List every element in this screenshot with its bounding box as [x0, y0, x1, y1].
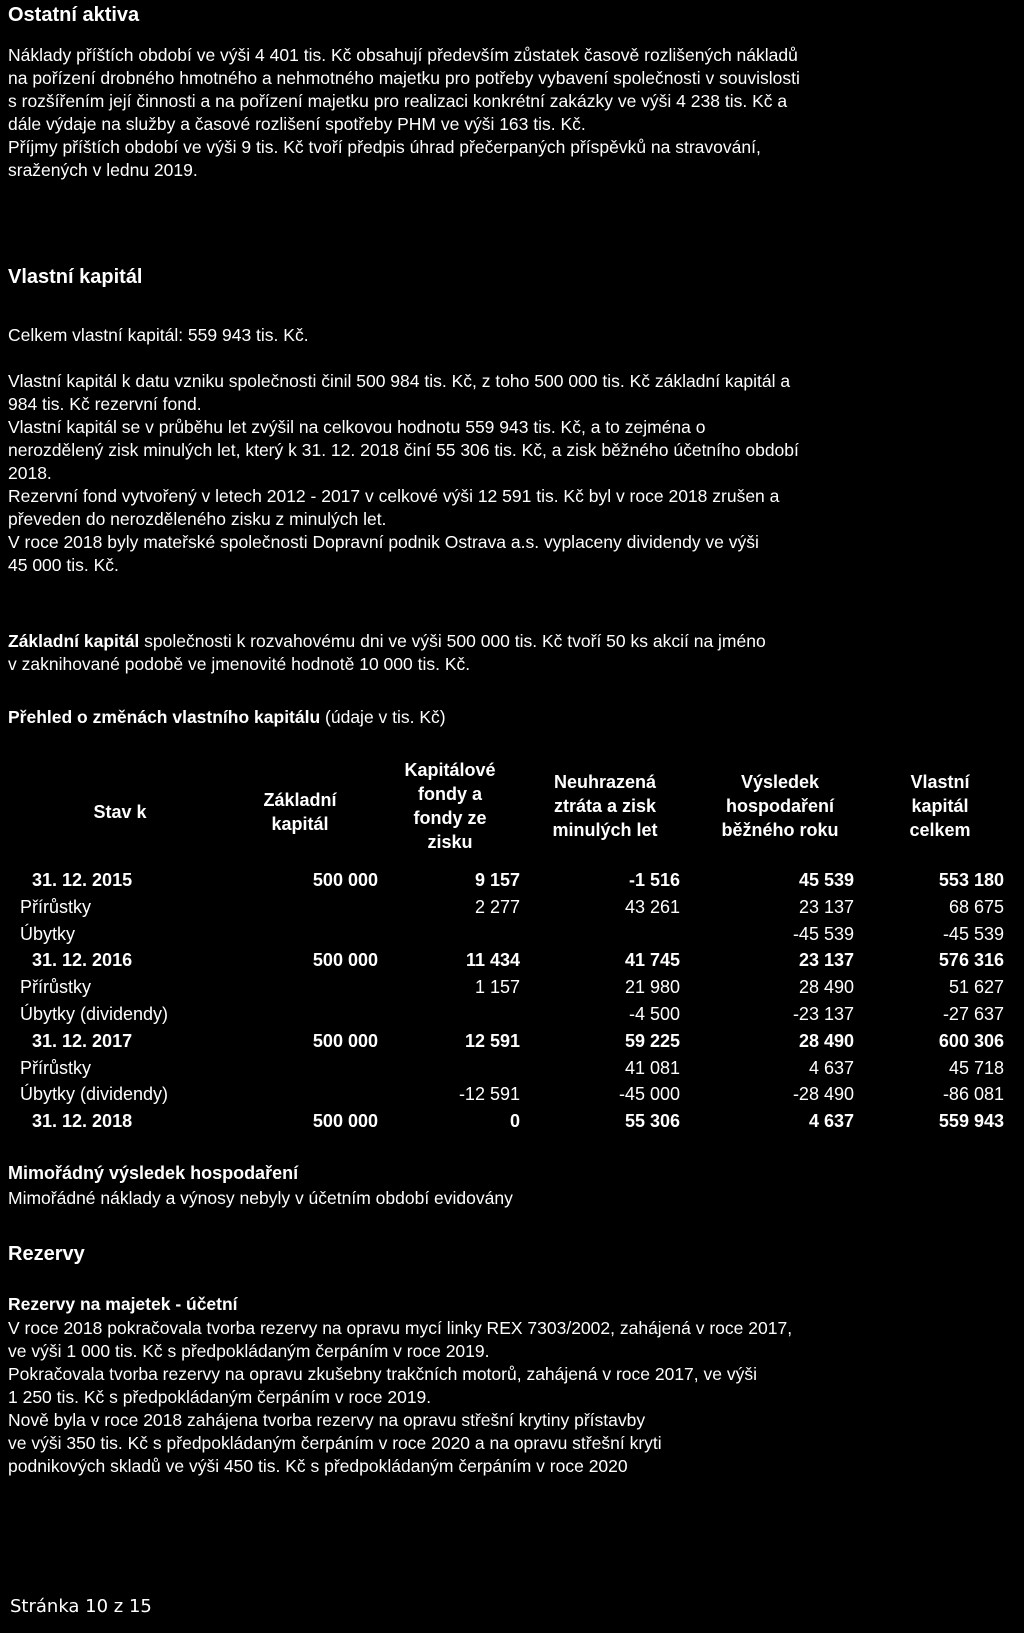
cell-c1: 500 000: [312, 1030, 378, 1051]
cell-c3: -1 516: [628, 870, 680, 890]
rezervy-text: [8, 1317, 1024, 1478]
subheading-rezervy-majetek: Rezervy na majetek - účetní: [8, 1294, 238, 1314]
table-row: [0, 977, 1024, 1004]
paragraph-line: 1 250 tis. Kč s předpokládaným čerpáním v roce 2019.: [8, 1387, 432, 1407]
paragraph-line: Nově byla v roce 2018 zahájena tvorba rezervy na opravu střešní krytiny přístavby: [8, 1410, 646, 1430]
cell-c2: -12 591: [458, 1084, 520, 1105]
paragraph-line: dále výdaje na služby a časové rozlišení spotřeby PHM ve výši 163 tis. Kč.: [8, 114, 586, 134]
prehled-heading-bold: Přehled o změnách vlastního kapitálu: [8, 707, 321, 727]
cell-c4: 28 490: [798, 1030, 854, 1051]
zakladni-kapital-bold: Základní kapitál: [8, 631, 140, 651]
cell-c4: -28 490: [792, 1084, 854, 1105]
paragraph-line: s rozšířením její činnosti a na pořízení majetku pro realizaci konkrétní zakázky ve výši 4 238 tis. Kč a: [8, 91, 788, 111]
cell-c4: 4 637: [808, 1057, 854, 1078]
cell-c2: 12 591: [464, 1030, 520, 1051]
cell-c1: 500 000: [312, 870, 378, 890]
cell-c4: -23 137: [792, 1004, 854, 1024]
paragraph-line: převeden do nerozděleného zisku z minulých let.: [8, 509, 387, 529]
page-number: Stránka 10 z 15: [10, 1596, 152, 1617]
cell-c2: 1 157: [474, 977, 520, 998]
cell-c3: 21 980: [624, 977, 680, 998]
mimoradny-text: Mimořádné náklady a výnosy nebyly v účetním období evidovány: [8, 1188, 513, 1208]
paragraph-line: v zaknihované podobě ve jmenovité hodnotě 10 000 tis. Kč.: [8, 654, 471, 674]
heading-vlastni-kapital: Vlastní kapitál: [8, 266, 143, 288]
cell-c5: 600 306: [938, 1030, 1004, 1051]
cell-c5: -45 539: [942, 923, 1004, 944]
table-row: [0, 950, 1024, 977]
cell-c3: 43 261: [624, 896, 680, 917]
cell-c3: -45 000: [618, 1084, 680, 1105]
row-label: Přírůstky: [20, 896, 92, 917]
cell-c4: 23 137: [798, 896, 854, 917]
cell-c5: -86 081: [942, 1084, 1004, 1105]
paragraph-line: Vlastní kapitál se v průběhu let zvýšil na celkovou hodnotu 559 943 tis. Kč, a to zejména o: [8, 417, 706, 437]
paragraph-line: Náklady příštích období ve výši 4 401 tis. Kč obsahují především zůstatek časově rozlišených nákladů: [8, 45, 798, 65]
paragraph-line: Pokračovala tvorba rezervy na opravu zkušebny trakčních motorů, zahájená v roce 2017, ve výši: [8, 1364, 757, 1384]
table-row: [0, 1058, 1024, 1085]
col-header-vysledek: Výsledek hospodaření běžného roku: [721, 772, 839, 840]
heading-rezervy: Rezervy: [8, 1243, 85, 1265]
row-label: 31. 12. 2016: [32, 950, 133, 971]
table-row: [0, 1084, 1024, 1111]
paragraph-line: [8, 630, 1018, 653]
paragraph-line: Vlastní kapitál k datu vzniku společnosti činil 500 984 tis. Kč, z toho 500 000 tis. Kč základní kapitál a: [8, 371, 791, 391]
cell-c5: 553 180: [938, 870, 1004, 890]
col-header-vlastni: Vlastní kapitál celkem: [909, 772, 971, 840]
cell-c4: 28 490: [798, 977, 854, 998]
cell-c1: 500 000: [312, 950, 378, 971]
paragraph-line: V roce 2018 pokračovala tvorba rezervy na opravu mycí linky REX 7303/2002, zahájená v roce 2017,: [8, 1318, 793, 1338]
row-label: Úbytky (dividendy): [20, 1084, 169, 1105]
cell-c3: 59 225: [624, 1030, 680, 1051]
row-label: Přírůstky: [20, 1057, 92, 1078]
heading-mimoradny: Mimořádný výsledek hospodaření: [8, 1163, 299, 1183]
cell-c5: 576 316: [938, 950, 1004, 971]
cell-c5: 68 675: [948, 896, 1004, 917]
cell-c2: 9 157: [474, 870, 520, 890]
row-label: Přírůstky: [20, 977, 92, 998]
paragraph-line: sražených v lednu 2019.: [8, 160, 198, 180]
vlastni-kapital-total: Celkem vlastní kapitál: 559 943 tis. Kč.: [8, 325, 309, 345]
cell-c5: 51 627: [948, 977, 1004, 998]
cell-c3: 41 081: [624, 1057, 680, 1078]
table-row: [0, 924, 1024, 951]
prehled-heading: [8, 706, 446, 729]
row-label: 31. 12. 2015: [32, 870, 133, 890]
table-row: [0, 897, 1024, 924]
cell-c1: 500 000: [312, 1111, 378, 1132]
vlastni-kapital-text: [8, 370, 1018, 577]
paragraph-line: Příjmy příštích období ve výši 9 tis. Kč tvoří předpis úhrad přečerpaných příspěvků na stravování,: [8, 137, 761, 157]
paragraph-line: na pořízení drobného hmotného a nehmotného majetku pro potřeby vybavení společnosti v souvislosti: [8, 68, 800, 88]
cell-c3: 55 306: [624, 1111, 680, 1132]
table-row: [0, 1004, 1024, 1031]
cell-c3: 41 745: [624, 950, 680, 971]
cell-c2: 0: [509, 1111, 520, 1132]
paragraph-line: ve výši 1 000 tis. Kč s předpokládaným čerpáním v roce 2019.: [8, 1341, 490, 1361]
cell-c4: 4 637: [808, 1111, 854, 1132]
cell-c4: 45 539: [798, 870, 854, 890]
paragraph-line: Rezervní fond vytvořený v letech 2012 - 2017 v celkové výši 12 591 tis. Kč byl v roce 2018 zrušen a: [8, 486, 780, 506]
col-header-stav: Stav k: [93, 802, 147, 822]
zakladni-kapital-rest: společnosti k rozvahovému dni ve výši 500 000 tis. Kč tvoří 50 ks akcií na jméno: [139, 631, 766, 651]
ostatni-aktiva-text: [8, 44, 1018, 182]
table-row: [0, 1111, 1024, 1138]
cell-c5: -27 637: [942, 1004, 1004, 1024]
cell-c4: 23 137: [798, 950, 854, 971]
row-label: Úbytky: [20, 923, 76, 944]
table-row: [0, 1031, 1024, 1058]
row-label: 31. 12. 2018: [32, 1111, 133, 1132]
row-label: Úbytky (dividendy): [20, 1004, 169, 1024]
cell-c4: -45 539: [792, 923, 854, 944]
col-header-zakladni: Základní kapitál: [263, 790, 337, 834]
prehled-heading-rest: (údaje v tis. Kč): [320, 707, 446, 727]
paragraph-line: 984 tis. Kč rezervní fond.: [8, 394, 202, 414]
zakladni-kapital-text: [8, 630, 1018, 676]
col-header-neuhrazena: Neuhrazená ztráta a zisk minulých let: [552, 772, 658, 840]
paragraph-line: nerozdělený zisk minulých let, který k 31. 12. 2018 činí 55 306 tis. Kč, a zisk běžného účetního období: [8, 440, 799, 460]
paragraph-line: ve výši 350 tis. Kč s předpokládaným čerpáním v roce 2020 a na opravu střešní kryti: [8, 1433, 662, 1453]
row-label: 31. 12. 2017: [32, 1030, 133, 1051]
cell-c5: 559 943: [938, 1111, 1004, 1132]
col-header-kapitalove: Kapitálové fondy a fondy ze zisku: [404, 760, 496, 852]
paragraph-line: podnikových skladů ve výši 450 tis. Kč s předpokládaným čerpáním v roce 2020: [8, 1456, 628, 1476]
heading-ostatni-aktiva: Ostatní aktiva: [8, 4, 140, 26]
paragraph-line: 2018.: [8, 463, 52, 483]
cell-c3: -4 500: [628, 1004, 680, 1024]
cell-c5: 45 718: [948, 1057, 1004, 1078]
cell-c2: 2 277: [474, 896, 520, 917]
paragraph-line: V roce 2018 byly mateřské společnosti Dopravní podnik Ostrava a.s. vyplaceny dividendy ve výši: [8, 532, 759, 552]
cell-c2: 11 434: [465, 950, 520, 971]
equity-changes-table: [0, 760, 1024, 1135]
table-row: [0, 870, 1024, 897]
paragraph-line: 45 000 tis. Kč.: [8, 555, 119, 575]
